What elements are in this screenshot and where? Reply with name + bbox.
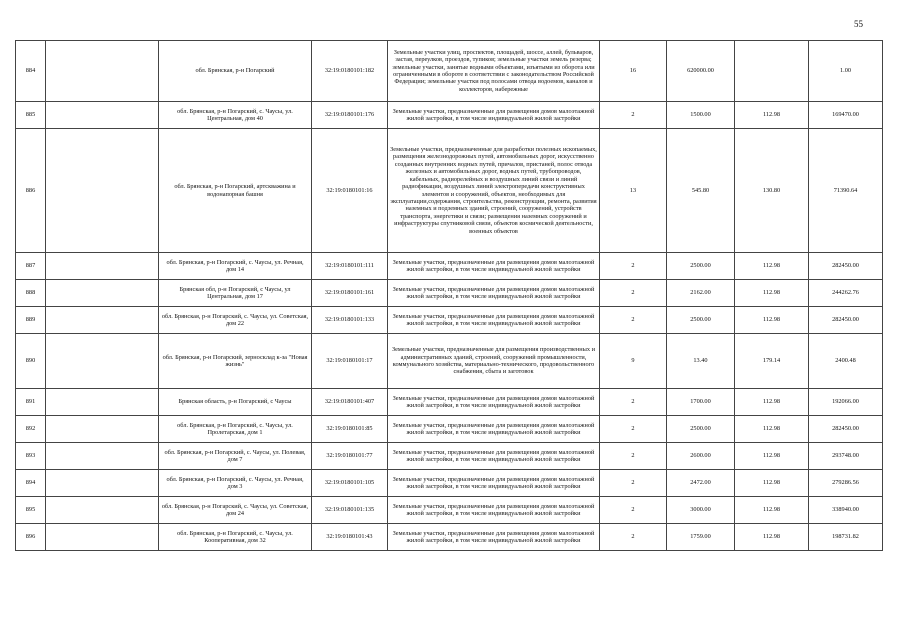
group-cell: 2 <box>600 307 667 334</box>
blank-cell <box>46 41 159 102</box>
area-cell: 2472.00 <box>667 470 735 497</box>
table-row <box>16 41 883 102</box>
land-use-purpose-cell: Земельные участки, предназначенные для размещения домов малоэтажной жилой застройки, в том числе индивидуальной жилой застройки <box>388 470 600 497</box>
group-cell: 2 <box>600 253 667 280</box>
specific-value-cell: 112.98 <box>735 416 809 443</box>
address-cell: обл. Брянская, р-н Погарский, с. Чаусы, ул. Кооперативная, дом 32 <box>159 524 312 551</box>
cadastral-value-cell: 338940.00 <box>809 497 883 524</box>
specific-value-cell: 179.14 <box>735 334 809 389</box>
specific-value-cell: 130.80 <box>735 129 809 253</box>
blank-cell <box>46 253 159 280</box>
table-row <box>16 102 883 129</box>
cadastral-value-cell: 282450.00 <box>809 307 883 334</box>
blank-cell <box>46 470 159 497</box>
group-cell: 16 <box>600 41 667 102</box>
blank-cell <box>46 497 159 524</box>
row-number-cell: 886 <box>16 129 46 253</box>
address-cell: обл. Брянская, р-н Погарский, артскважина и водонапорная башня <box>159 129 312 253</box>
cadastral-number-cell: 32:19:0180101:105 <box>312 470 388 497</box>
area-cell: 2500.00 <box>667 307 735 334</box>
land-use-purpose-cell: Земельные участки улиц, проспектов, площадей, шоссе, аллей, бульваров, застав, переулков, проездов, тупиков; земельные участки земель резерва; земельные участки, занятые водными объектами, изъятыми из оборота или ограниченными в обороте в соответствии с законодательством Российской Федерации; земельные участки под полосами отвода водоемов, каналов и коллекторов, набережные <box>388 41 600 102</box>
row-number-cell: 889 <box>16 307 46 334</box>
area-cell: 2600.00 <box>667 443 735 470</box>
land-use-purpose-cell: Земельные участки, предназначенные для размещения домов малоэтажной жилой застройки, в том числе индивидуальной жилой застройки <box>388 416 600 443</box>
cadastral-number-cell: 32:19:0180101:77 <box>312 443 388 470</box>
table-row <box>16 497 883 524</box>
blank-cell <box>46 307 159 334</box>
specific-value-cell: 112.98 <box>735 497 809 524</box>
blank-cell <box>46 443 159 470</box>
specific-value-cell: 112.98 <box>735 280 809 307</box>
address-cell: обл. Брянская, р-н Погарский, с. Чаусы, ул. Советская, дом 22 <box>159 307 312 334</box>
table-row <box>16 280 883 307</box>
cadastral-value-cell: 282450.00 <box>809 416 883 443</box>
area-cell: 620000.00 <box>667 41 735 102</box>
specific-value-cell: 112.98 <box>735 307 809 334</box>
group-cell: 2 <box>600 524 667 551</box>
row-number-cell: 891 <box>16 389 46 416</box>
cadastral-number-cell: 32:19:0180101:176 <box>312 102 388 129</box>
cadastral-value-cell: 169470.00 <box>809 102 883 129</box>
row-number-cell: 895 <box>16 497 46 524</box>
cadastral-number-cell: 32:19:0180101:17 <box>312 334 388 389</box>
group-cell: 9 <box>600 334 667 389</box>
land-use-purpose-cell: Земельные участки, предназначенные для размещения домов малоэтажной жилой застройки, в том числе индивидуальной жилой застройки <box>388 102 600 129</box>
specific-value-cell: 112.98 <box>735 470 809 497</box>
specific-value-cell: 112.98 <box>735 389 809 416</box>
table-row <box>16 253 883 280</box>
blank-cell <box>46 280 159 307</box>
area-cell: 13.40 <box>667 334 735 389</box>
cadastral-number-cell: 32:19:0180101:85 <box>312 416 388 443</box>
group-cell: 2 <box>600 470 667 497</box>
address-cell: обл. Брянская, р-н Погарский, с. Чаусы, ул. Речная, дом 14 <box>159 253 312 280</box>
row-number-cell: 887 <box>16 253 46 280</box>
row-number-cell: 884 <box>16 41 46 102</box>
group-cell: 2 <box>600 443 667 470</box>
address-cell: Брянская обл, р-н Погарский, с Чаусы, ул Центральная, дом 17 <box>159 280 312 307</box>
area-cell: 1500.00 <box>667 102 735 129</box>
group-cell: 2 <box>600 389 667 416</box>
cadastral-number-cell: 32:19:0180101:407 <box>312 389 388 416</box>
cadastral-number-cell: 32:19:0180101:16 <box>312 129 388 253</box>
cadastral-value-cell: 1.00 <box>809 41 883 102</box>
address-cell: обл. Брянская, р-н Погарский, с. Чаусы, ул. Центральная, дом 40 <box>159 102 312 129</box>
address-cell: обл. Брянская, р-н Погарский, с. Чаусы, ул. Советская, дом 24 <box>159 497 312 524</box>
area-cell: 2500.00 <box>667 416 735 443</box>
group-cell: 2 <box>600 102 667 129</box>
address-cell: Брянская область, р-н Погарский, с Чаусы <box>159 389 312 416</box>
page-number: 55 <box>854 19 863 29</box>
cadastral-value-cell: 2400.48 <box>809 334 883 389</box>
land-use-purpose-cell: Земельные участки, предназначенные для размещения домов малоэтажной жилой застройки, в том числе индивидуальной жилой застройки <box>388 443 600 470</box>
row-number-cell: 896 <box>16 524 46 551</box>
land-use-purpose-cell: Земельные участки, предназначенные для размещения домов малоэтажной жилой застройки, в том числе индивидуальной жилой застройки <box>388 524 600 551</box>
cadastral-value-cell: 192066.00 <box>809 389 883 416</box>
area-cell: 545.80 <box>667 129 735 253</box>
cadastral-value-cell: 279286.56 <box>809 470 883 497</box>
address-cell: обл. Брянская, р-н Погарский, с. Чаусы, ул. Пролетарская, дом 1 <box>159 416 312 443</box>
row-number-cell: 893 <box>16 443 46 470</box>
blank-cell <box>46 129 159 253</box>
specific-value-cell: 112.98 <box>735 253 809 280</box>
blank-cell <box>46 334 159 389</box>
cadastral-number-cell: 32:19:0180101:182 <box>312 41 388 102</box>
blank-cell <box>46 102 159 129</box>
cadastral-value-table <box>15 40 883 551</box>
cadastral-number-cell: 32:19:0180101:133 <box>312 307 388 334</box>
table-row <box>16 470 883 497</box>
cadastral-value-cell: 71390.64 <box>809 129 883 253</box>
row-number-cell: 885 <box>16 102 46 129</box>
table-row <box>16 307 883 334</box>
group-cell: 2 <box>600 280 667 307</box>
cadastral-number-cell: 32:19:0180101:111 <box>312 253 388 280</box>
area-cell: 2500.00 <box>667 253 735 280</box>
cadastral-value-cell: 244262.76 <box>809 280 883 307</box>
specific-value-cell: 112.98 <box>735 524 809 551</box>
address-cell: обл. Брянская, р-н Погарский, с. Чаусы, ул. Речная, дом 3 <box>159 470 312 497</box>
cadastral-value-cell: 293748.00 <box>809 443 883 470</box>
table-row <box>16 443 883 470</box>
group-cell: 2 <box>600 416 667 443</box>
cadastral-number-cell: 32:19:0180101:161 <box>312 280 388 307</box>
land-use-purpose-cell: Земельные участки, предназначенные для размещения домов малоэтажной жилой застройки, в том числе индивидуальной жилой застройки <box>388 497 600 524</box>
land-use-purpose-cell: Земельные участки, предназначенные для размещения домов малоэтажной жилой застройки, в том числе индивидуальной жилой застройки <box>388 280 600 307</box>
land-use-purpose-cell: Земельные участки, предназначенные для размещения домов малоэтажной жилой застройки, в том числе индивидуальной жилой застройки <box>388 389 600 416</box>
table-row <box>16 416 883 443</box>
area-cell: 1759.00 <box>667 524 735 551</box>
row-number-cell: 888 <box>16 280 46 307</box>
blank-cell <box>46 389 159 416</box>
blank-cell <box>46 524 159 551</box>
address-cell: обл. Брянская, р-н Погарский <box>159 41 312 102</box>
blank-cell <box>46 416 159 443</box>
row-number-cell: 892 <box>16 416 46 443</box>
cadastral-value-cell: 282450.00 <box>809 253 883 280</box>
table-row <box>16 389 883 416</box>
cadastral-value-cell: 198731.82 <box>809 524 883 551</box>
address-cell: обл. Брянская, р-н Погарский, зерносклад к-за "Новая жизнь" <box>159 334 312 389</box>
specific-value-cell: 112.98 <box>735 102 809 129</box>
area-cell: 1700.00 <box>667 389 735 416</box>
group-cell: 2 <box>600 497 667 524</box>
row-number-cell: 894 <box>16 470 46 497</box>
area-cell: 3000.00 <box>667 497 735 524</box>
cadastral-number-cell: 32:19:0180101:135 <box>312 497 388 524</box>
table-row <box>16 524 883 551</box>
table-row <box>16 334 883 389</box>
land-use-purpose-cell: Земельные участки, предназначенные для размещения домов малоэтажной жилой застройки, в том числе индивидуальной жилой застройки <box>388 307 600 334</box>
cadastral-number-cell: 32:19:0180101:43 <box>312 524 388 551</box>
row-number-cell: 890 <box>16 334 46 389</box>
land-use-purpose-cell: Земельные участки, предназначенные для размещения домов малоэтажной жилой застройки, в том числе индивидуальной жилой застройки <box>388 253 600 280</box>
group-cell: 13 <box>600 129 667 253</box>
area-cell: 2162.00 <box>667 280 735 307</box>
specific-value-cell: 112.98 <box>735 443 809 470</box>
address-cell: обл. Брянская, р-н Погарский, с. Чаусы, ул. Полевая, дом 7 <box>159 443 312 470</box>
specific-value-cell <box>735 41 809 102</box>
table-row <box>16 129 883 253</box>
land-use-purpose-cell: Земельные участки, предназначенные для размещения производственных и административных зданий, строений, сооружений промышленности, коммунального хозяйства, материально-технического, продовольственного снабжения, сбыта и заготовок <box>388 334 600 389</box>
land-use-purpose-cell: Земельные участки, предназначенные для разработки полезных ископаемых, размещения железнодорожных путей, автомобильных дорог, искусственно созданных внутренних водных путей, причалов, пристаней, полос отвода железных и автомобильных дорог, водных путей, трубопроводов, кабельных, радиорелейных и воздушных линий связи и линий радиофикации, воздушных линий электропередачи конструктивных элементов и сооружений, объектов, необходимых для эксплуатации,содержания, строительства, реконструкции, ремонта, развития наземных и подземных зданий, строений, сооружений, устройств транспорта, энергетики и связи; размещения наземных сооружений и инфраструктуры спутниковой связи, объектов космической деятельности, военных объектов <box>388 129 600 253</box>
